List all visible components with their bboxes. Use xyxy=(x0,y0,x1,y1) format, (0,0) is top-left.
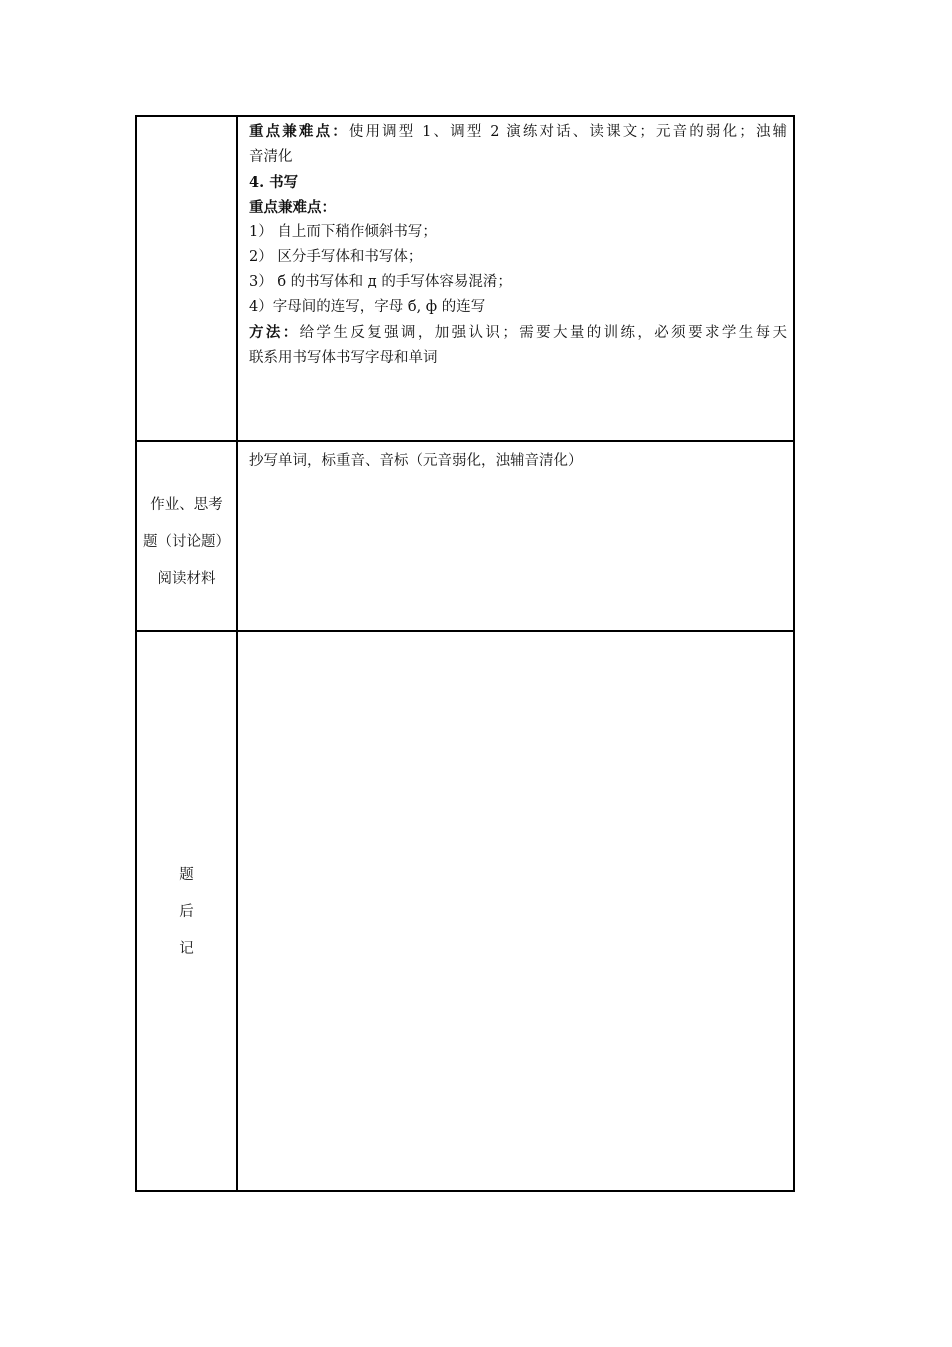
key-points-content-cell xyxy=(238,117,793,440)
writing-item-3: 3） б 的书写体和 д 的手写体容易混淆； xyxy=(249,274,512,290)
writing-item-4: 4）字母间的连写，字母 б, ф 的连写 xyxy=(249,299,486,315)
method-line-2: 联系用书写体书写字母和单词 xyxy=(249,350,438,366)
post-lesson-content-cell xyxy=(238,632,793,1190)
homework-label-cell xyxy=(137,442,238,630)
key-points-text: 使用调型 1、调型 2 演练对话、读课文；元音的弱化；浊辅 xyxy=(348,124,787,140)
post-lesson-label-cell xyxy=(137,632,238,1190)
post-lesson-label xyxy=(137,857,236,968)
post-lesson-label-line-3: 记 xyxy=(179,941,194,957)
homework-label-line-3: 阅读材料 xyxy=(157,571,216,587)
method-text: 给学生反复强调，加强认识；需要大量的训练，必须要求学生每天 xyxy=(299,325,787,341)
key-points-line-2: 音清化 xyxy=(249,149,293,165)
homework-content: 抄写单词，标重音、音标（元音弱化，浊辅音清化） xyxy=(249,453,583,469)
homework-row xyxy=(137,442,793,632)
homework-label-line-2: 题（讨论题） xyxy=(143,534,230,550)
key-points-label: 重点兼难点： xyxy=(249,123,349,140)
writing-item-2: 2） 区分手写体和书写体； xyxy=(249,249,423,265)
method-label: 方法： xyxy=(249,324,300,341)
lesson-plan-table xyxy=(135,115,795,1192)
key-points-line-1 xyxy=(249,119,787,145)
key-points-label-cell xyxy=(137,117,238,440)
homework-label xyxy=(137,487,236,598)
post-lesson-notes-row xyxy=(137,632,793,1190)
method-line-1 xyxy=(249,320,787,346)
homework-label-line-1: 作业、思考 xyxy=(150,497,223,513)
writing-item-1: 1） 自上而下稍作倾斜书写； xyxy=(249,224,437,240)
writing-heading: 4. 书写 xyxy=(249,174,299,191)
post-lesson-label-line-2: 后 xyxy=(179,904,194,920)
key-points-row xyxy=(137,117,793,442)
homework-content-cell xyxy=(238,442,793,630)
post-lesson-label-line-1: 题 xyxy=(179,867,194,883)
writing-key-points-label: 重点兼难点： xyxy=(249,199,336,216)
